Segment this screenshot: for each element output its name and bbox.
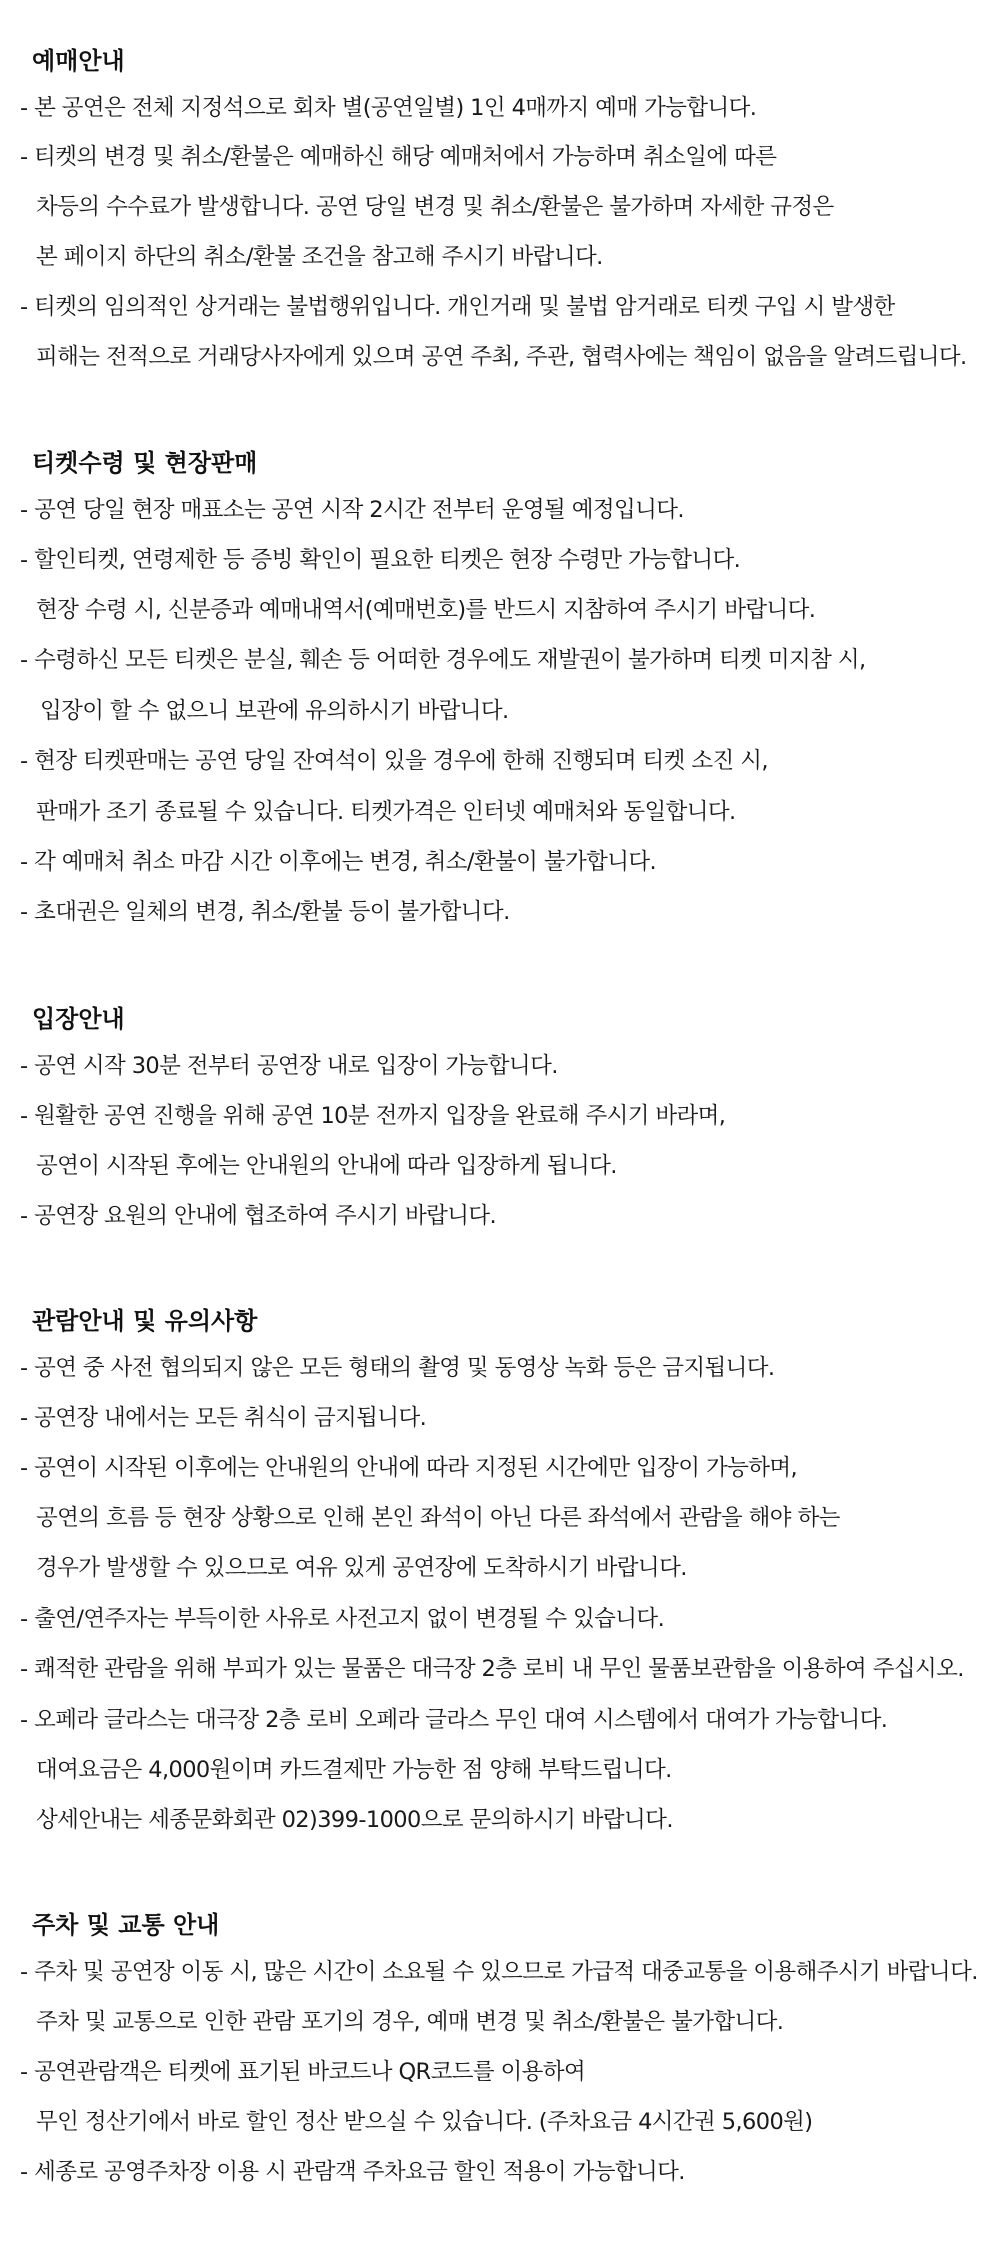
- booking-line: 본 페이지 하단의 취소/환불 조건을 참고해 주시기 바랍니다.: [36, 244, 603, 270]
- ticket-section-title: 티켓수령 및 현장판매: [32, 449, 258, 477]
- parking-line: - 세종로 공영주차장 이용 시 관람객 주차요금 할인 적용이 가능합니다.: [20, 2159, 685, 2185]
- viewing-line: - 오페라 글라스는 대극장 2층 로비 오페라 글라스 무인 대여 시스템에서 대여가 가능합니다.: [20, 1707, 888, 1733]
- viewing-line: 대여요금은 4,000원이며 카드결제만 가능한 점 양해 부탁드립니다.: [36, 1757, 672, 1783]
- viewing-line: 상세안내는 세종문화회관 02)399-1000으로 문의하시기 바랍니다.: [36, 1807, 673, 1833]
- entry-line: - 공연 시작 30분 전부터 공연장 내로 입장이 가능합니다.: [20, 1053, 558, 1079]
- viewing-line: - 공연 중 사전 협의되지 않은 모든 형태의 촬영 및 동영상 녹화 등은 금지됩니다.: [20, 1355, 775, 1381]
- viewing-section-title: 관람안내 및 유의사항: [32, 1307, 258, 1335]
- viewing-line: 공연의 흐름 등 현장 상황으로 인해 본인 좌석이 아닌 다른 좌석에서 관람을 해야 하는: [36, 1505, 840, 1531]
- parking-line: 주차 및 교통으로 인한 관람 포기의 경우, 예매 변경 및 취소/환불은 불가합니다.: [36, 2009, 784, 2035]
- viewing-line: - 공연이 시작된 이후에는 안내원의 안내에 따라 지정된 시간에만 입장이 가능하며,: [20, 1455, 798, 1481]
- ticket-line: - 수령하신 모든 티켓은 분실, 훼손 등 어떠한 경우에도 재발권이 불가하며 티켓 미지참 시,: [20, 647, 866, 673]
- booking-line: - 티켓의 변경 및 취소/환불은 예매하신 해당 예매처에서 가능하며 취소일에 따른: [20, 144, 777, 170]
- booking-line: - 티켓의 임의적인 상거래는 불법행위입니다. 개인거래 및 불법 암거래로 티켓 구입 시 발생한: [20, 294, 895, 320]
- viewing-line: 경우가 발생할 수 있으므로 여유 있게 공연장에 도착하시기 바랍니다.: [36, 1555, 687, 1581]
- ticket-line: - 현장 티켓판매는 공연 당일 잔여석이 있을 경우에 한해 진행되며 티켓 소진 시,: [20, 748, 768, 774]
- ticket-line: 현장 수령 시, 신분증과 예매내역서(예매번호)를 반드시 지참하여 주시기 바랍니다.: [36, 597, 816, 623]
- entry-section-title: 입장안내: [32, 1005, 125, 1033]
- entry-line: - 원활한 공연 진행을 위해 공연 10분 전까지 입장을 완료해 주시기 바라며,: [20, 1103, 726, 1129]
- entry-line: - 공연장 요원의 안내에 협조하여 주시기 바랍니다.: [20, 1203, 497, 1229]
- parking-line: - 공연관람객은 티켓에 표기된 바코드나 QR코드를 이용하여: [20, 2059, 586, 2085]
- parking-section-title: 주차 및 교통 안내: [32, 1911, 220, 1939]
- booking-line: 피해는 전적으로 거래당사자에게 있으며 공연 주최, 주관, 협력사에는 책임이 없음을 알려드립니다.: [36, 344, 967, 370]
- ticket-line: - 할인티켓, 연령제한 등 증빙 확인이 필요한 티켓은 현장 수령만 가능합니다.: [20, 547, 741, 573]
- booking-line: - 본 공연은 전체 지정석으로 회차 별(공연일별) 1인 4매까지 예매 가능합니다.: [20, 95, 757, 121]
- viewing-line: - 쾌적한 관람을 위해 부피가 있는 물품은 대극장 2층 로비 내 무인 물품보관함을 이용하여 주십시오.: [20, 1656, 964, 1682]
- ticket-line: 판매가 조기 종료될 수 있습니다. 티켓가격은 인터넷 예매처와 동일합니다.: [36, 799, 736, 825]
- viewing-line: - 출연/연주자는 부득이한 사유로 사전고지 없이 변경될 수 있습니다.: [20, 1606, 665, 1632]
- ticket-line: 입장이 할 수 없으니 보관에 유의하시기 바랍니다.: [40, 698, 509, 724]
- ticket-line: - 초대권은 일체의 변경, 취소/환불 등이 불가합니다.: [20, 899, 510, 925]
- booking-line: 차등의 수수료가 발생합니다. 공연 당일 변경 및 취소/환불은 불가하며 자세한 규정은: [36, 194, 834, 220]
- parking-line: - 주차 및 공연장 이동 시, 많은 시간이 소요될 수 있으므로 가급적 대중교통을 이용해주시기 바랍니다.: [20, 1959, 978, 1985]
- ticket-line: - 각 예매처 취소 마감 시간 이후에는 변경, 취소/환불이 불가합니다.: [20, 849, 657, 875]
- booking-section-title: 예매안내: [32, 47, 125, 75]
- entry-line: 공연이 시작된 후에는 안내원의 안내에 따라 입장하게 됩니다.: [36, 1153, 617, 1179]
- viewing-line: - 공연장 내에서는 모든 취식이 금지됩니다.: [20, 1405, 427, 1431]
- ticket-line: - 공연 당일 현장 매표소는 공연 시작 2시간 전부터 운영될 예정입니다.: [20, 497, 684, 523]
- parking-line: 무인 정산기에서 바로 할인 정산 받으실 수 있습니다. (주차요금 4시간권 5,600원): [36, 2109, 813, 2135]
